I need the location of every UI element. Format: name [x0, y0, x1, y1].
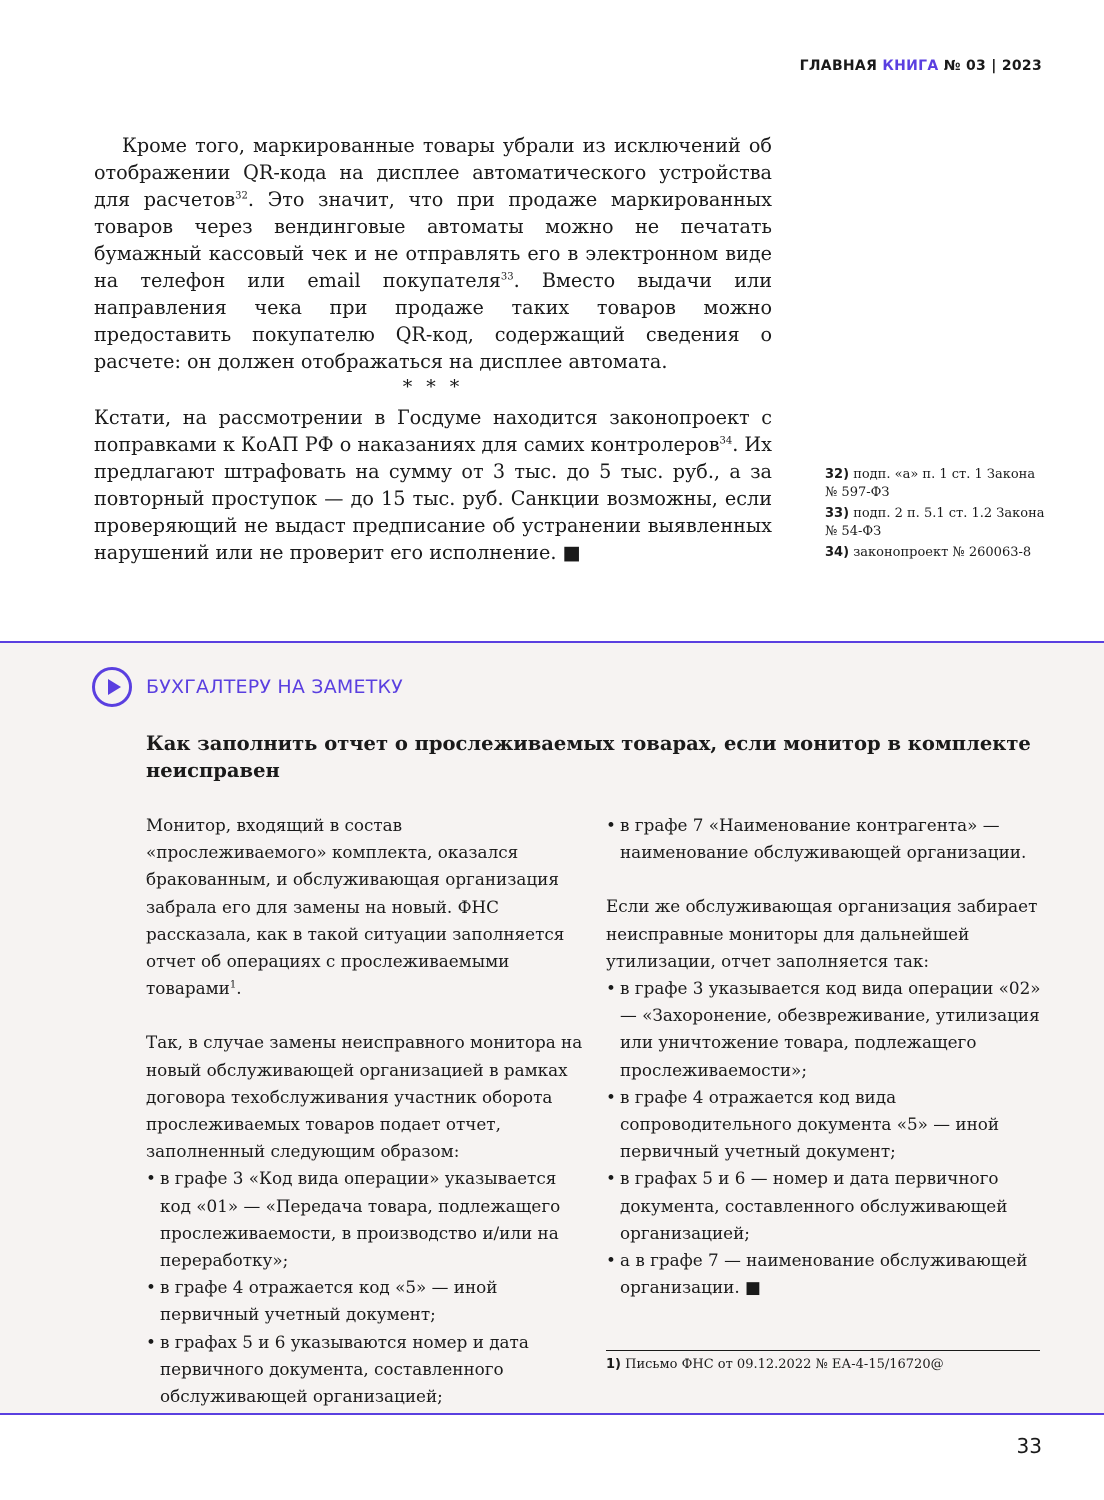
footnote-divider [606, 1350, 1040, 1351]
p2-text-b: . Их предлагают штрафовать на сумму от 3 тыс. до 5 тыс. руб., а за повторный проступок — до 15 тыс. руб. Санкции возможны, если проверяющий не выдаст предписание об устранении выявленных нарушений или не проверит его исполнение. ■ [94, 433, 772, 564]
list-item: • в графах 5 и 6 указываются номер и дата первичного документа, составленного обслуживающей организацией; [146, 1329, 586, 1411]
p1-text-b: . Это значит, что при продаже маркированных товаров через вендинговые автоматы можно не печатать бумажный кассовый чек и не отправлять его в электронном виде на телефон или email покупателя [94, 188, 772, 292]
p1-text-c: . Вместо выдачи или направления чека при продаже таких товаров можно предоставить покупателю QR-код, содержащий сведения о расчете: он должен отображаться на дисплее автомата. [94, 269, 773, 373]
footnote-ref-34[interactable]: 34 [719, 435, 733, 447]
sidenote-text: подп. 2 п. 5.1 ст. 1.2 Закона № 54-ФЗ [825, 506, 1045, 539]
box-right-paragraph-1: Если же обслуживающая организация забирает неисправные мониторы для дальнейшей утилизации, отчет заполняется так: [606, 896, 1038, 971]
box-column-left [146, 812, 586, 1410]
footnote-text: Письмо ФНС от 09.12.2022 № ЕА-4-15/16720@ [625, 1357, 944, 1372]
p1-text-a: Кроме того, маркированные товары убрали из исключений об отображении QR-кода на дисплее автоматического устройства для расчетов [94, 134, 772, 211]
footnote-ref-33[interactable]: 33 [500, 271, 514, 283]
footnote-ref-32[interactable]: 32 [235, 190, 248, 202]
list-item: • в графе 3 «Код вида операции» указывается код «01» — «Передача товара, подлежащего прослеживаемости, в производство и/или на переработку»; [146, 1165, 586, 1274]
box-right-list [606, 975, 1042, 1301]
list-item: • в графах 5 и 6 — номер и дата первичного документа, составленного обслуживающей организацией; [606, 1165, 1042, 1247]
footnote-ref-1[interactable]: 1 [229, 979, 237, 991]
sidenote-number: 33) [825, 506, 850, 521]
article-paragraph-1 [94, 132, 772, 375]
sidenote-34 [825, 544, 1050, 562]
sidenote-33 [825, 505, 1050, 541]
footnote-number: 1) [606, 1357, 621, 1372]
box-label: БУХГАЛТЕРУ НА ЗАМЕТКУ [146, 676, 403, 698]
box-left-p1-end: . [236, 978, 242, 999]
header-title-main: ГЛАВНАЯ [799, 58, 878, 74]
header-issue: № 03 | 2023 [943, 58, 1042, 74]
header-title-accent: КНИГА [882, 58, 939, 74]
box-title: Как заполнить отчет о прослеживаемых товарах, если монитор в комплекте неисправен [146, 732, 1031, 782]
sidenote-number: 32) [825, 467, 850, 482]
list-item: • в графе 3 указывается код вида операции «02» — «Захоронение, обезвреживание, утилизация или уничтожение товара, подлежащего прослеживаемости»; [606, 975, 1042, 1084]
box-left-paragraph-1 [146, 812, 586, 1002]
box-column-right [606, 812, 1042, 1301]
box-left-p1-text: Монитор, входящий в состав «прослеживаемого» комплекта, оказался бракованным, и обслуживающая организация забрала его для замены на новый. ФНС рассказала, как в такой ситуации заполняется отчет об операциях с прослеживаемыми товарами [146, 815, 565, 999]
play-icon [92, 667, 132, 707]
box-right-list-top [606, 812, 1042, 866]
box-left-list [146, 1165, 586, 1410]
sidenote-text: законопроект № 260063-8 [853, 545, 1032, 560]
sidenote-32 [825, 466, 1050, 502]
page-number: 33 [1016, 1434, 1042, 1458]
list-item: • в графе 7 «Наименование контрагента» — наименование обслуживающей организации. [606, 812, 1042, 866]
section-separator: * * * [402, 376, 464, 398]
sidenotes [825, 466, 1050, 565]
list-item: • а в графе 7 — наименование обслуживающей организации. ■ [606, 1247, 1042, 1301]
article-paragraph-2 [94, 404, 772, 566]
list-item: • в графе 4 отражается код «5» — иной первичный учетный документ; [146, 1274, 586, 1328]
sidenote-number: 34) [825, 545, 850, 560]
p2-text-a: Кстати, на рассмотрении в Госдуме находится законопроект с поправками к КоАП РФ о наказаниях для самих контролеров [94, 406, 772, 456]
box-left-paragraph-2: Так, в случае замены неисправного монитора на новый обслуживающей организацией в рамках договора техобслуживания участник оборота прослеживаемых товаров подает отчет, заполненный следующим образом: [146, 1032, 583, 1162]
sidenote-text: подп. «а» п. 1 ст. 1 Закона № 597-ФЗ [825, 467, 1036, 500]
running-header [800, 58, 1042, 74]
list-item: • в графе 4 отражается код вида сопроводительного документа «5» — иной первичный учетный документ; [606, 1084, 1042, 1166]
box-footnote [606, 1356, 944, 1374]
